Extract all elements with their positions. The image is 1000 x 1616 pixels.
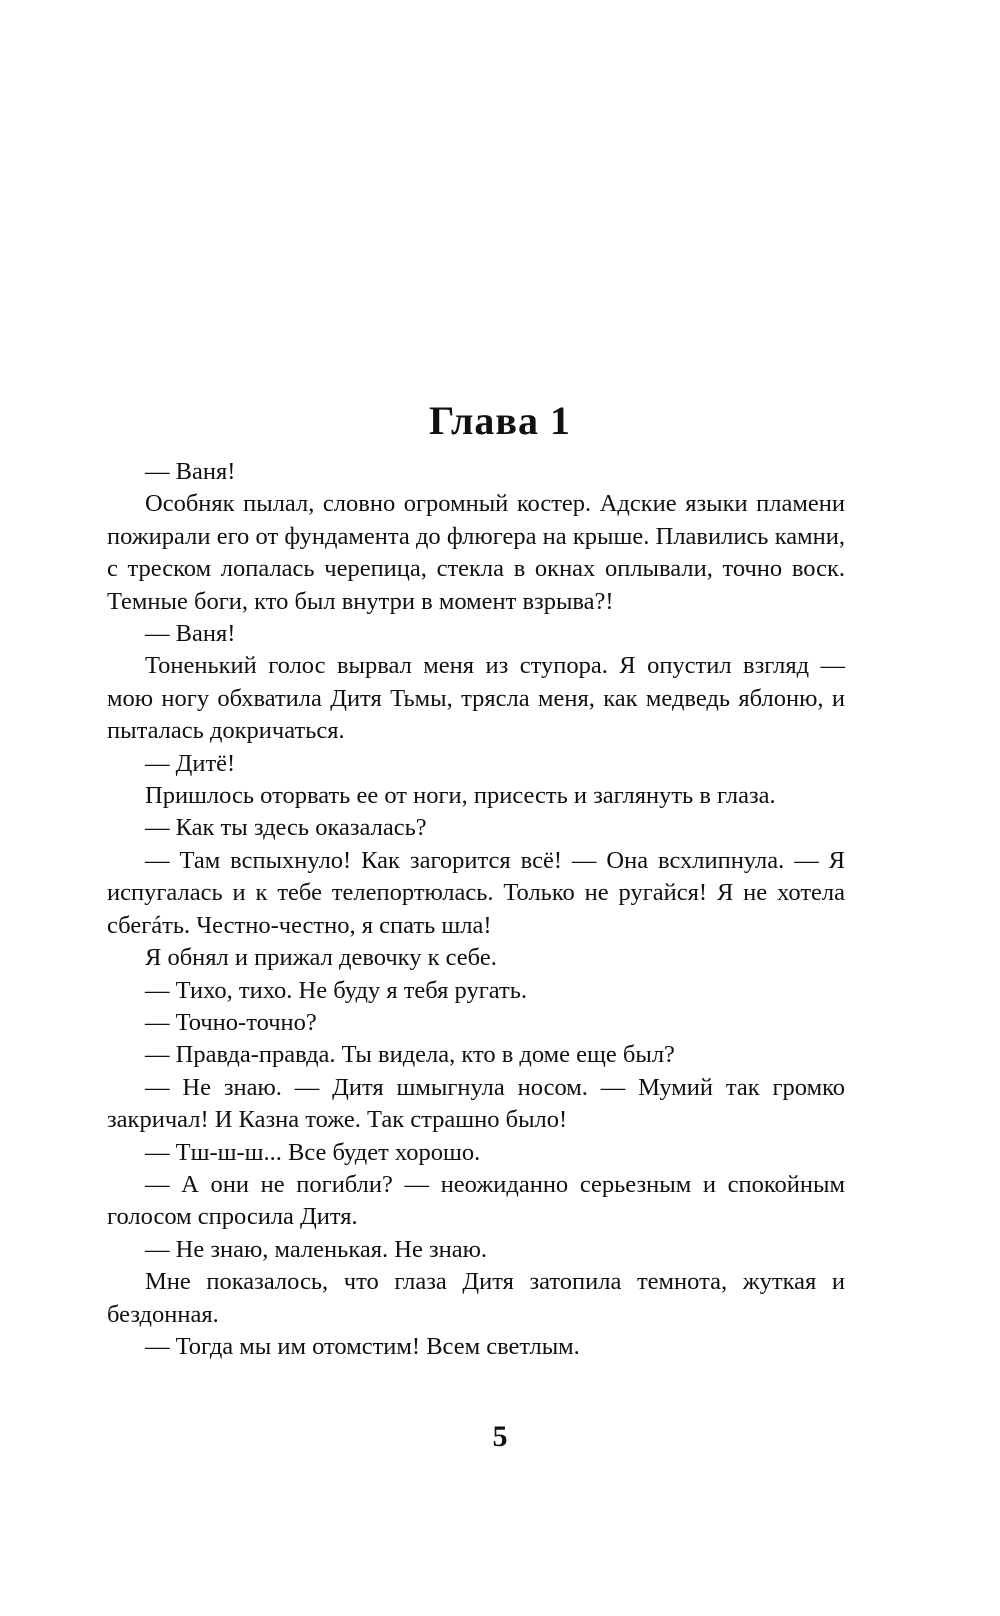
- chapter-title: Глава 1: [429, 398, 571, 443]
- paragraph: — Тш-ш-ш... Все будет хорошо.: [145, 1138, 481, 1166]
- paragraph: Мне показалось, что глаза Дитя затопила темнота, жуткая и бездонная.: [107, 1268, 845, 1328]
- paragraph: — Тихо, тихо. Не буду я тебя ругать.: [145, 976, 528, 1004]
- paragraph: Я обнял и прижал девочку к себе.: [145, 944, 497, 972]
- paragraph: Тоненький голос вырвал меня из ступора. Я опустил взгляд — мою ногу обхватила Дитя Тьмы, трясла меня, как медведь яблоню, и пыталась докричаться.: [107, 652, 845, 745]
- paragraph: — Правда-правда. Ты видела, кто в доме еще был?: [145, 1041, 675, 1069]
- paragraph: — Там вспыхнуло! Как загорится всё! — Она всхлипнула. — Я испугалась и к тебе телепортюлась. Только не ругайся! Я не хотела сбегáть. Честно-честно, я спать шла!: [107, 846, 845, 939]
- paragraph: — Ваня!: [145, 620, 236, 648]
- paragraph: — Тогда мы им отомстим! Всем светлым.: [145, 1332, 580, 1360]
- paragraph: — Дитё!: [145, 749, 236, 777]
- paragraph: — А они не погибли? — неожиданно серьезным и спокойным голосом спросила Дитя.: [107, 1170, 845, 1231]
- page-number: 5: [492, 1420, 508, 1453]
- paragraph: — Ваня!: [145, 458, 236, 485]
- body-text: [107, 456, 845, 1363]
- paragraph: — Точно-точно?: [145, 1008, 317, 1036]
- paragraph: Особняк пылал, словно огромный костер. Адские языки пламени пожирали его от фундамента до флюгера на крыше. Плавились камни, с треском лопалась черепица, стекла в окнах оплывали, точно воск. Темные боги, кто был внутри в момент взрыва?!: [107, 490, 845, 615]
- paragraph: — Как ты здесь оказалась?: [145, 814, 427, 842]
- paragraph: — Не знаю, маленькая. Не знаю.: [145, 1235, 488, 1263]
- paragraph: — Не знаю. — Дитя шмыгнула носом. — Мумий так громко закричал! И Казна тоже. Так страшно было!: [107, 1073, 845, 1134]
- paragraph: Пришлось оторвать ее от ноги, присесть и заглянуть в глаза.: [145, 782, 776, 810]
